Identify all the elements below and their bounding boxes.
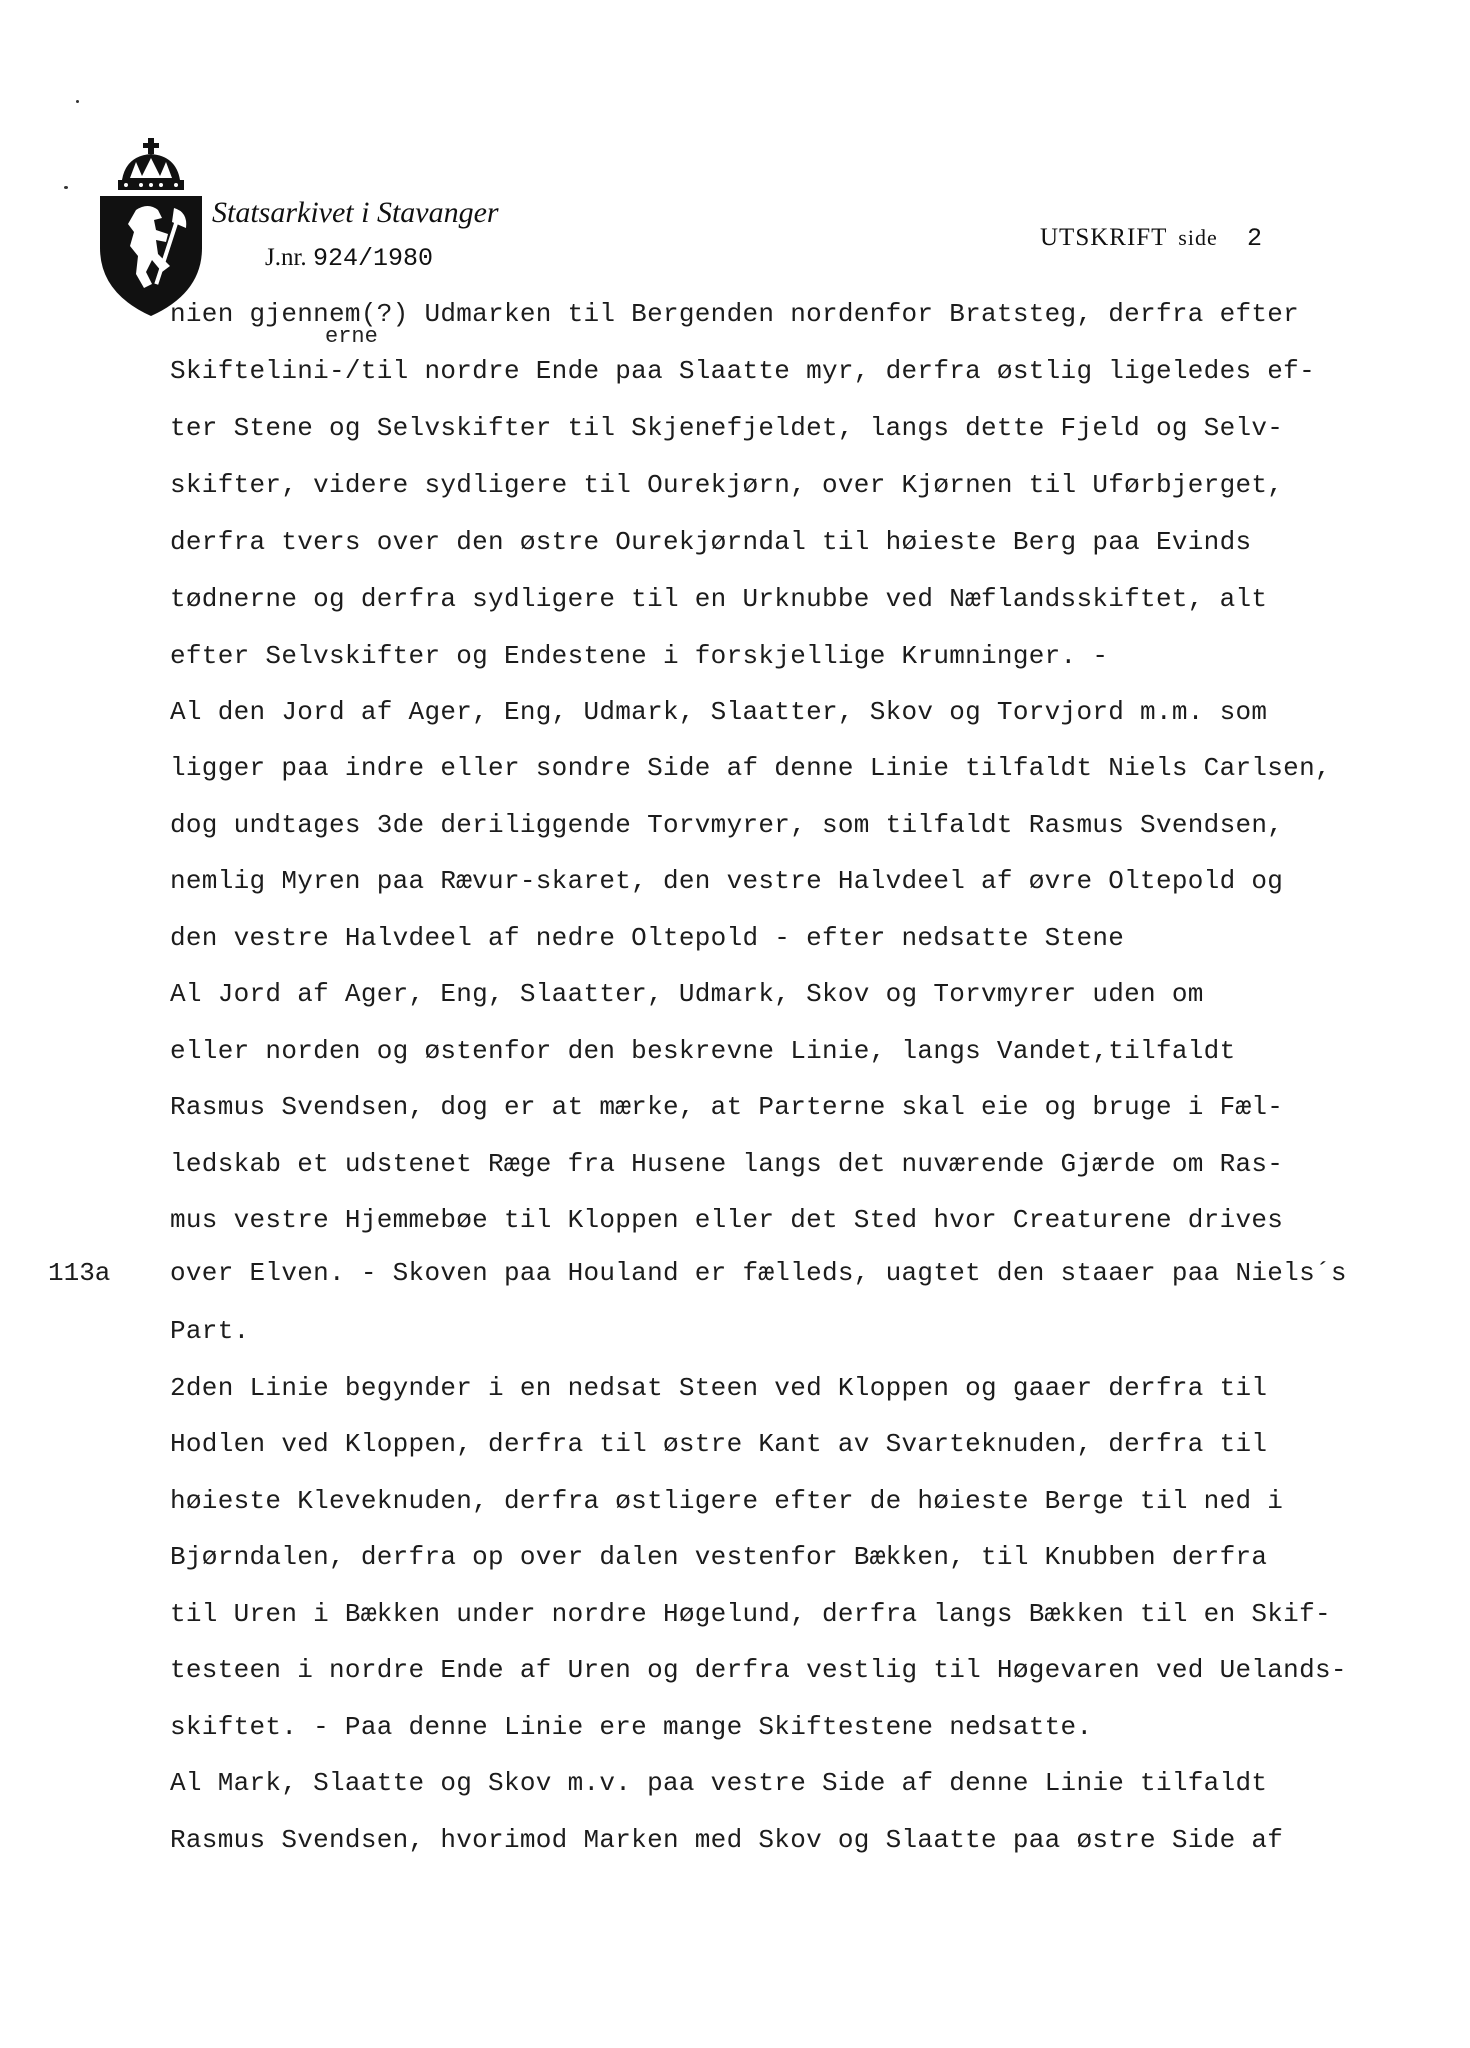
text-line: Bjørndalen, derfra op over dalen vestenfor Bækken, til Knubben derfra	[170, 1542, 1268, 1572]
text-line: Al Jord af Ager, Eng, Slaatter, Udmark, Skov og Torvmyrer uden om	[170, 979, 1204, 1009]
archive-name: Statsarkivet i Stavanger	[212, 196, 499, 229]
text-line: Rasmus Svendsen, hvorimod Marken med Skov og Slaatte paa østre Side af	[170, 1825, 1284, 1855]
text-line: Hodlen ved Kloppen, derfra til østre Kant av Svarteknuden, derfra til	[170, 1429, 1268, 1459]
text-line: efter Selvskifter og Endestene i forskjellige Krumninger. -	[170, 641, 1109, 671]
text-line: Al den Jord af Ager, Eng, Udmark, Slaatter, Skov og Torvjord m.m. som	[170, 697, 1268, 727]
text-line: skiftet. - Paa denne Linie ere mange Skiftestene nedsatte.	[170, 1712, 1093, 1742]
jnr-label: J.nr.	[265, 244, 307, 271]
journal-number	[265, 244, 433, 273]
page-number: 2	[1246, 224, 1263, 253]
text-line: den vestre Halvdeel af nedre Oltepold - efter nedsatte Stene	[170, 923, 1125, 953]
scan-speck	[76, 100, 79, 103]
text-line: Part.	[170, 1316, 250, 1346]
text-line: 2den Linie begynder i en nedsat Steen ved Kloppen og gaaer derfra til	[170, 1373, 1268, 1403]
text-line: tødnerne og derfra sydligere til en Urknubbe ved Næflandsskiftet, alt	[170, 584, 1268, 614]
text-line: skifter, videre sydligere til Ourekjørn, over Kjørnen til Uførbjerget,	[170, 470, 1284, 500]
utskrift-header	[1040, 224, 1263, 253]
jnr-value: 924/1980	[312, 244, 433, 273]
scan-speck	[64, 186, 68, 189]
text-line: Rasmus Svendsen, dog er at mærke, at Parterne skal eie og bruge i Fæl-	[170, 1092, 1284, 1122]
text-line: Al Mark, Slaatte og Skov m.v. paa vestre Side af denne Linie tilfaldt	[170, 1768, 1268, 1798]
utskrift-label: UTSKRIFT	[1040, 224, 1168, 251]
text-line: høieste Kleveknuden, derfra østligere efter de høieste Berge til ned i	[170, 1486, 1284, 1516]
side-label: side	[1178, 225, 1218, 250]
text-line: nemlig Myren paa Rævur-skaret, den vestre Halvdeel af øvre Oltepold og	[170, 866, 1284, 896]
text-line: eller norden og østenfor den beskrevne Linie, langs Vandet,tilfaldt	[170, 1036, 1236, 1066]
text-line: ter Stene og Selvskifter til Skjenefjeldet, langs dette Fjeld og Selv-	[170, 413, 1284, 443]
text-line: mus vestre Hjemmebøe til Kloppen eller det Sted hvor Creaturene drives	[170, 1205, 1284, 1235]
text-line: over Elven. - Skoven paa Houland er fælleds, uagtet den staaer paa Niels´s	[170, 1258, 1347, 1288]
margin-note: 113a	[48, 1258, 111, 1288]
text-line: testeen i nordre Ende af Uren og derfra vestlig til Høgevaren ved Uelands-	[170, 1655, 1347, 1685]
text-line: Skiftelini-/til nordre Ende paa Slaatte myr, derfra østlig ligeledes ef-	[170, 356, 1315, 386]
text-line: ledskab et udstenet Ræge fra Husene langs det nuværende Gjærde om Ras-	[170, 1149, 1284, 1179]
handwritten-insert: erne	[325, 324, 378, 349]
text-line: ligger paa indre eller sondre Side af denne Linie tilfaldt Niels Carlsen,	[170, 753, 1331, 783]
text-line: derfra tvers over den østre Ourekjørndal til høieste Berg paa Evinds	[170, 527, 1252, 557]
text-line: nien gjennem(?) Udmarken til Bergenden nordenfor Bratsteg, derfra efter	[170, 299, 1300, 329]
norwegian-coat-of-arms-icon	[96, 138, 206, 318]
text-line: til Uren i Bækken under nordre Høgelund, derfra langs Bækken til en Skif-	[170, 1599, 1331, 1629]
text-line: dog undtages 3de deriliggende Torvmyrer, som tilfaldt Rasmus Svendsen,	[170, 810, 1284, 840]
